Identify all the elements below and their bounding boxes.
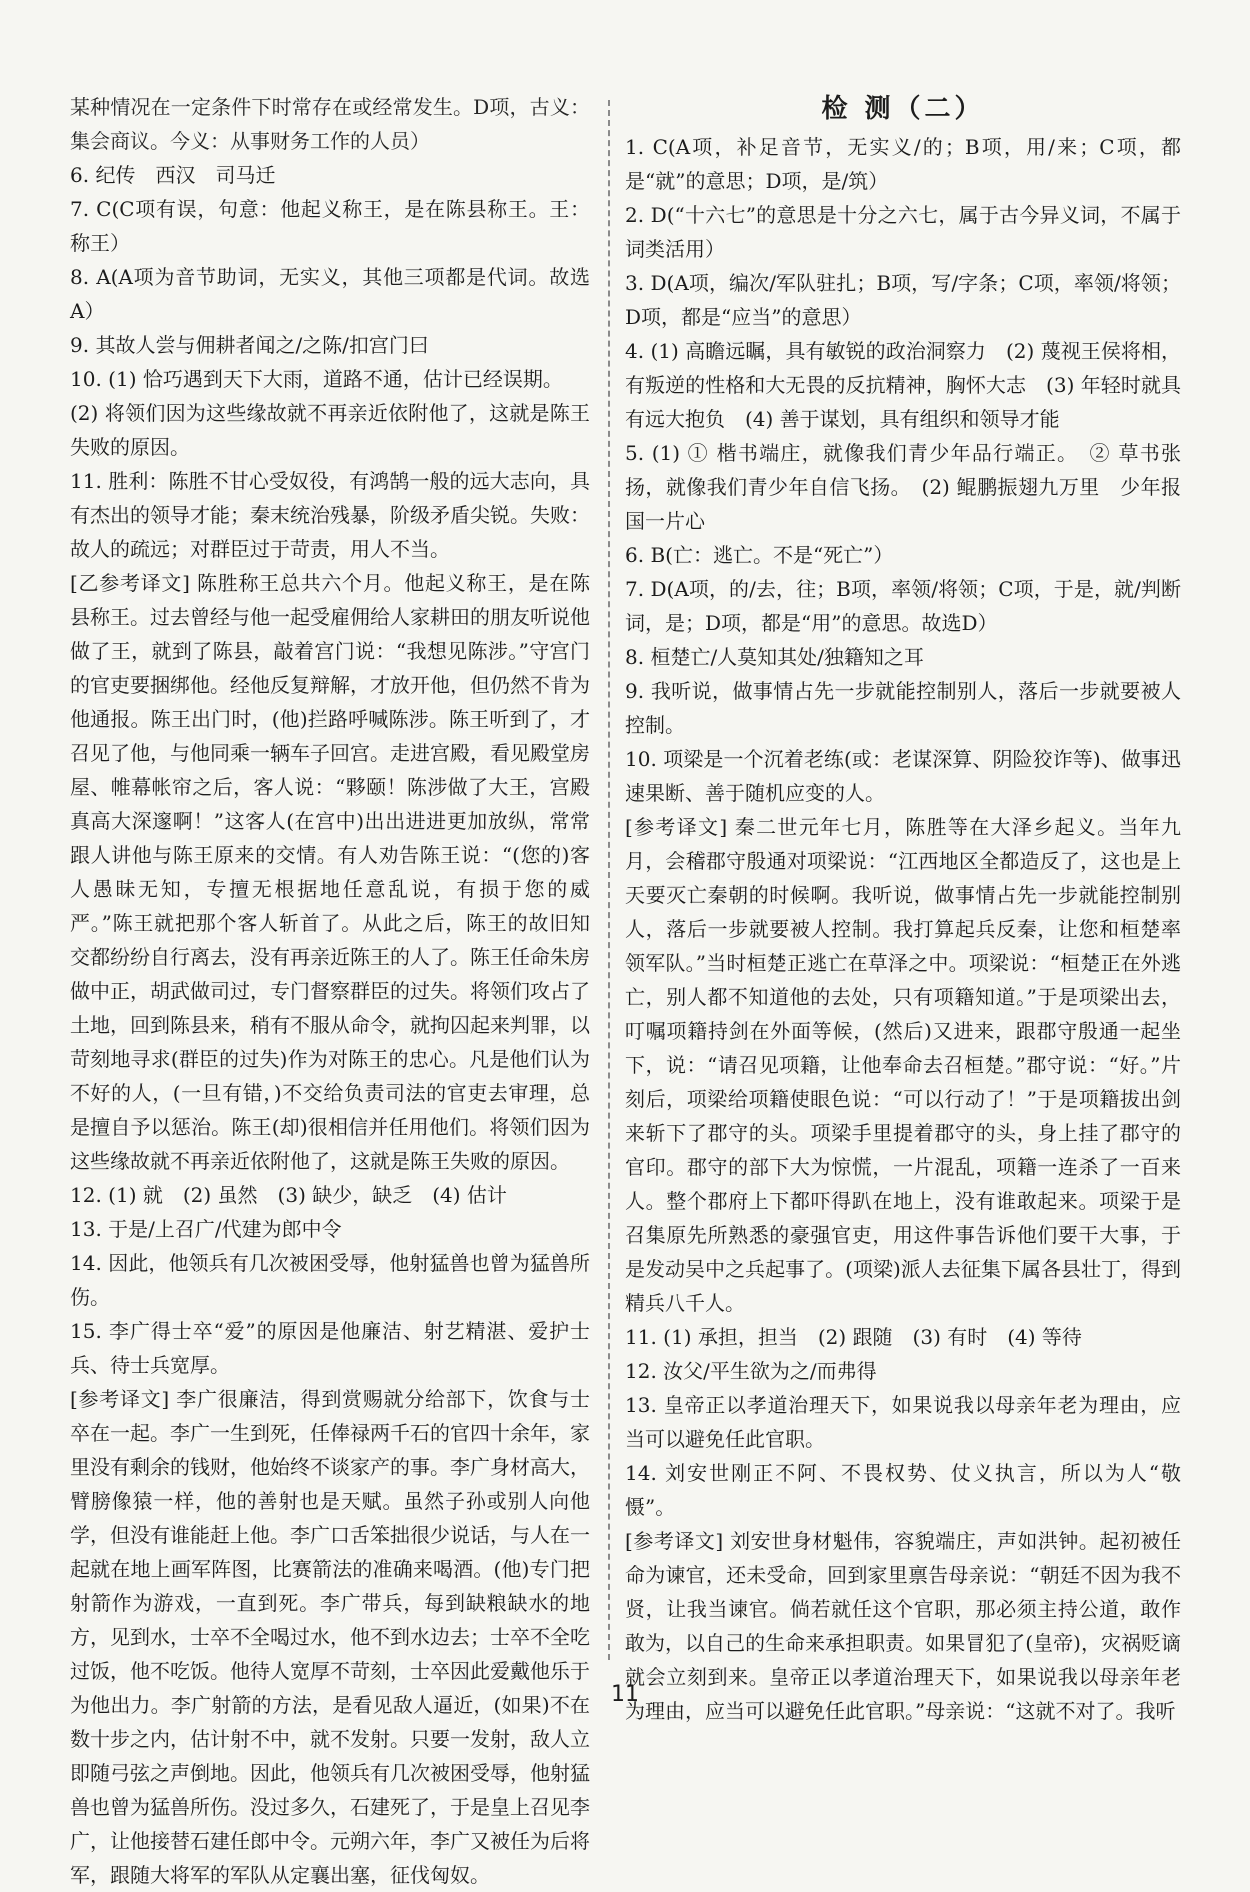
answer-item-5: 5. (1) ① 楷书端庄，就像我们青少年品行端正。 ② 草书张扬，就像我们青少年自信飞扬。 (2) 鲲鹏振翅九万里 少年报国一片心 (625, 441, 1181, 533)
answer-item-7: 7. D(A项，的/去，往；B项，率领/将领；C项，于是，就/判断词，是；D项，都是“用”的意思。故选D） (625, 577, 1181, 635)
page-number: 11 (611, 1682, 639, 1707)
left-column (70, 90, 590, 1892)
answer-line: 某种情况在一定条件下时常存在或经常发生。D项，古义：集会商议。今义：从事财务工作的人员） (70, 95, 590, 153)
answer-item-15: 15. 李广得士卒“爱”的原因是他廉洁、射艺精湛、爱护士兵、待士兵宽厚。 (70, 1319, 590, 1377)
answer-item-11: 11. (1) 承担，担当 (2) 跟随 (3) 有时 (4) 等待 (625, 1325, 1082, 1349)
reference-translation-yi: [乙参考译文] 陈胜称王总共六个月。他起义称王，是在陈县称王。过去曾经与他一起受雇佣给人家耕田的朋友听说他做了王，就到了陈县，敲着宫门说：“我想见陈涉。”守宫门的官吏要捆绑他。经他反复辩解，才放开他，但仍然不肯为他通报。陈王出门时，(他)拦路呼喊陈涉。陈王听到了，才召见了他，与他同乘一辆车子回宫。走进宫殿，看见殿堂房屋、帷幕帐帘之后，客人说：“夥颐！陈涉做了大王，宫殿真高大深邃啊！”这客人(在宫中)出出进进更加放纵，常常跟人讲他与陈王原来的交情。有人劝告陈王说：“(您的)客人愚昧无知，专擅无根据地任意乱说，有损于您的威严。”陈王就把那个客人斩首了。从此之后，陈王的故旧知交都纷纷自行离去，没有再亲近陈王的人了。陈王任命朱房做中正，胡武做司过，专门督察群臣的过失。将领们攻占了土地，回到陈县来，稍有不服从命令，就拘囚起来判罪，以苛刻地寻求(群臣的过失)作为对陈王的忠心。凡是他们认为不好的人，(一旦有错，)不交给负责司法的官吏去审理，总是擅自予以惩治。陈王(却)很相信并任用他们。将领们因为这些缘故就不再亲近依附他了，这就是陈王失败的原因。 (70, 571, 590, 1173)
section-title: 检 测（二） (821, 94, 985, 124)
answer-item-8: 8. A(A项为音节助词，无实义，其他三项都是代词。故选A） (70, 265, 590, 323)
answer-item-1: 1. C(A项，补足音节，无实义/的；B项，用/来；C项，都是“就”的意思；D项，是/筑） (625, 135, 1181, 193)
answer-item-6: 6. B(亡：逃亡。不是“死亡”） (625, 543, 894, 567)
answer-item-4: 4. (1) 高瞻远瞩，具有敏锐的政治洞察力 (2) 蔑视王侯将相，有叛逆的性格和大无畏的反抗精神，胸怀大志 (3) 年轻时就具有远大抱负 (4) 善于谋划，具有组织和领导才能 (625, 339, 1181, 431)
reference-translation-li-guang: [参考译文] 李广很廉洁，得到赏赐就分给部下，饮食与士卒在一起。李广一生到死，任俸禄两千石的官四十余年，家里没有剩余的钱财，他始终不谈家产的事。李广身材高大，臂膀像猿一样，他的善射也是天赋。虽然子孙或别人向他学，但没有谁能赶上他。李广口舌笨拙很少说话，与人在一起就在地上画军阵图，比赛箭法的准确来喝酒。(他)专门把射箭作为游戏，一直到死。李广带兵，每到缺粮缺水的地方，见到水，士卒不全喝过水，他不到水边去；士卒不全吃过饭，他不吃饭。他待人宽厚不苛刻，士卒因此爱戴他乐于为他出力。李广射箭的方法，是看见敌人逼近，(如果)不在数十步之内，估计射不中，就不发射。只要一发射，敌人立即随弓弦之声倒地。因此，他领兵有几次被困受辱，他射猛兽也曾为猛兽所伤。没过多久，石建死了，于是皇上召见李广，让他接替石建任郎中令。元朔六年，李广又被任为后将军，跟随大将军的军队从定襄出塞，征伐匈奴。 (70, 1387, 590, 1887)
reference-translation-xiang-liang: [参考译文] 秦二世元年七月，陈胜等在大泽乡起义。当年九月，会稽郡守殷通对项梁说：“江西地区全都造反了，这也是上天要灭亡秦朝的时候啊。我听说，做事情占先一步就能控制别人，落后一步就要被人控制。我打算起兵反秦，让您和桓楚率领军队。”当时桓楚正逃亡在草泽之中。项梁说：“桓楚正在外逃亡，别人都不知道他的去处，只有项籍知道。”于是项梁出去，叮嘱项籍持剑在外面等候，(然后)又进来，跟郡守殷通一起坐下，说：“请召见项籍，让他奉命去召桓楚。”郡守说：“好。”片刻后，项梁给项籍使眼色说：“可以行动了！”于是项籍拔出剑来斩下了郡守的头。项梁手里提着郡守的头，身上挂了郡守的官印。郡守的部下大为惊慌，一片混乱，项籍一连杀了一百来人。整个郡府上下都吓得趴在地上，没有谁敢起来。项梁于是召集原先所熟悉的豪强官吏，用这件事告诉他们要干大事，于是发动吴中之兵起事了。(项梁)派人去征集下属各县壮丁，得到精兵八千人。 (625, 815, 1181, 1315)
answer-item-8: 8. 桓楚亡/人莫知其处/独籍知之耳 (625, 645, 924, 669)
right-column (625, 90, 1181, 1728)
answer-item-13: 13. 皇帝正以孝道治理天下，如果说我以母亲年老为理由，应当可以避免任此官职。 (625, 1393, 1181, 1451)
answer-item-14: 14. 刘安世刚正不阿、不畏权势、仗义执言，所以为人“敬慑”。 (625, 1461, 1181, 1519)
answer-item-10-1: 10. (1) 恰巧遇到天下大雨，道路不通，估计已经误期。 (70, 367, 563, 391)
answer-item-2: 2. D(“十六七”的意思是十分之六七，属于古今异义词，不属于词类活用） (625, 203, 1181, 261)
answer-item-3: 3. D(A项，编次/军队驻扎；B项，写/字条；C项，率领/将领；D项，都是“应当”的意思） (625, 271, 1181, 329)
answer-item-6: 6. 纪传 西汉 司马迁 (70, 163, 276, 187)
answer-item-9: 9. 我听说，做事情占先一步就能控制别人，落后一步就要被人控制。 (625, 679, 1181, 737)
answer-item-11: 11. 胜利：陈胜不甘心受奴役，有鸿鹄一般的远大志向，具有杰出的领导才能；秦末统治残暴，阶级矛盾尖锐。失败：故人的疏远；对群臣过于苛责，用人不当。 (70, 469, 590, 561)
answer-item-13: 13. 于是/上召广/代建为郎中令 (70, 1217, 342, 1241)
answer-item-7: 7. C(C项有误，句意：他起义称王，是在陈县称王。王：称王） (70, 197, 590, 255)
answer-item-12: 12. 汝父/平生欲为之/而弗得 (625, 1359, 877, 1383)
answer-item-14: 14. 因此，他领兵有几次被困受辱，他射猛兽也曾为猛兽所伤。 (70, 1251, 590, 1309)
answer-item-10: 10. 项梁是一个沉着老练(或：老谋深算、阴险狡诈等)、做事迅速果断、善于随机应变的人。 (625, 747, 1181, 805)
reference-translation-liu-anshi: [参考译文] 刘安世身材魁伟，容貌端庄，声如洪钟。起初被任命为谏官，还未受命，回到家里禀告母亲说：“朝廷不因为我不贤，让我当谏官。倘若就任这个官职，那必须主持公道，敢作敢为，以自己的生命来承担职责。如果冒犯了(皇帝)，灾祸贬谪就会立刻到来。皇帝正以孝道治理天下，如果说我以母亲年老为理由，应当可以避免任此官职。”母亲说：“这就不对了。我听 (625, 1529, 1181, 1723)
answer-item-10-2: (2) 将领们因为这些缘故就不再亲近依附他了，这就是陈王失败的原因。 (70, 401, 590, 459)
answer-item-12: 12. (1) 就 (2) 虽然 (3) 缺少，缺乏 (4) 估计 (70, 1183, 507, 1207)
column-divider (608, 100, 610, 1660)
answer-item-9: 9. 其故人尝与佣耕者闻之/之陈/扣宫门曰 (70, 333, 429, 357)
